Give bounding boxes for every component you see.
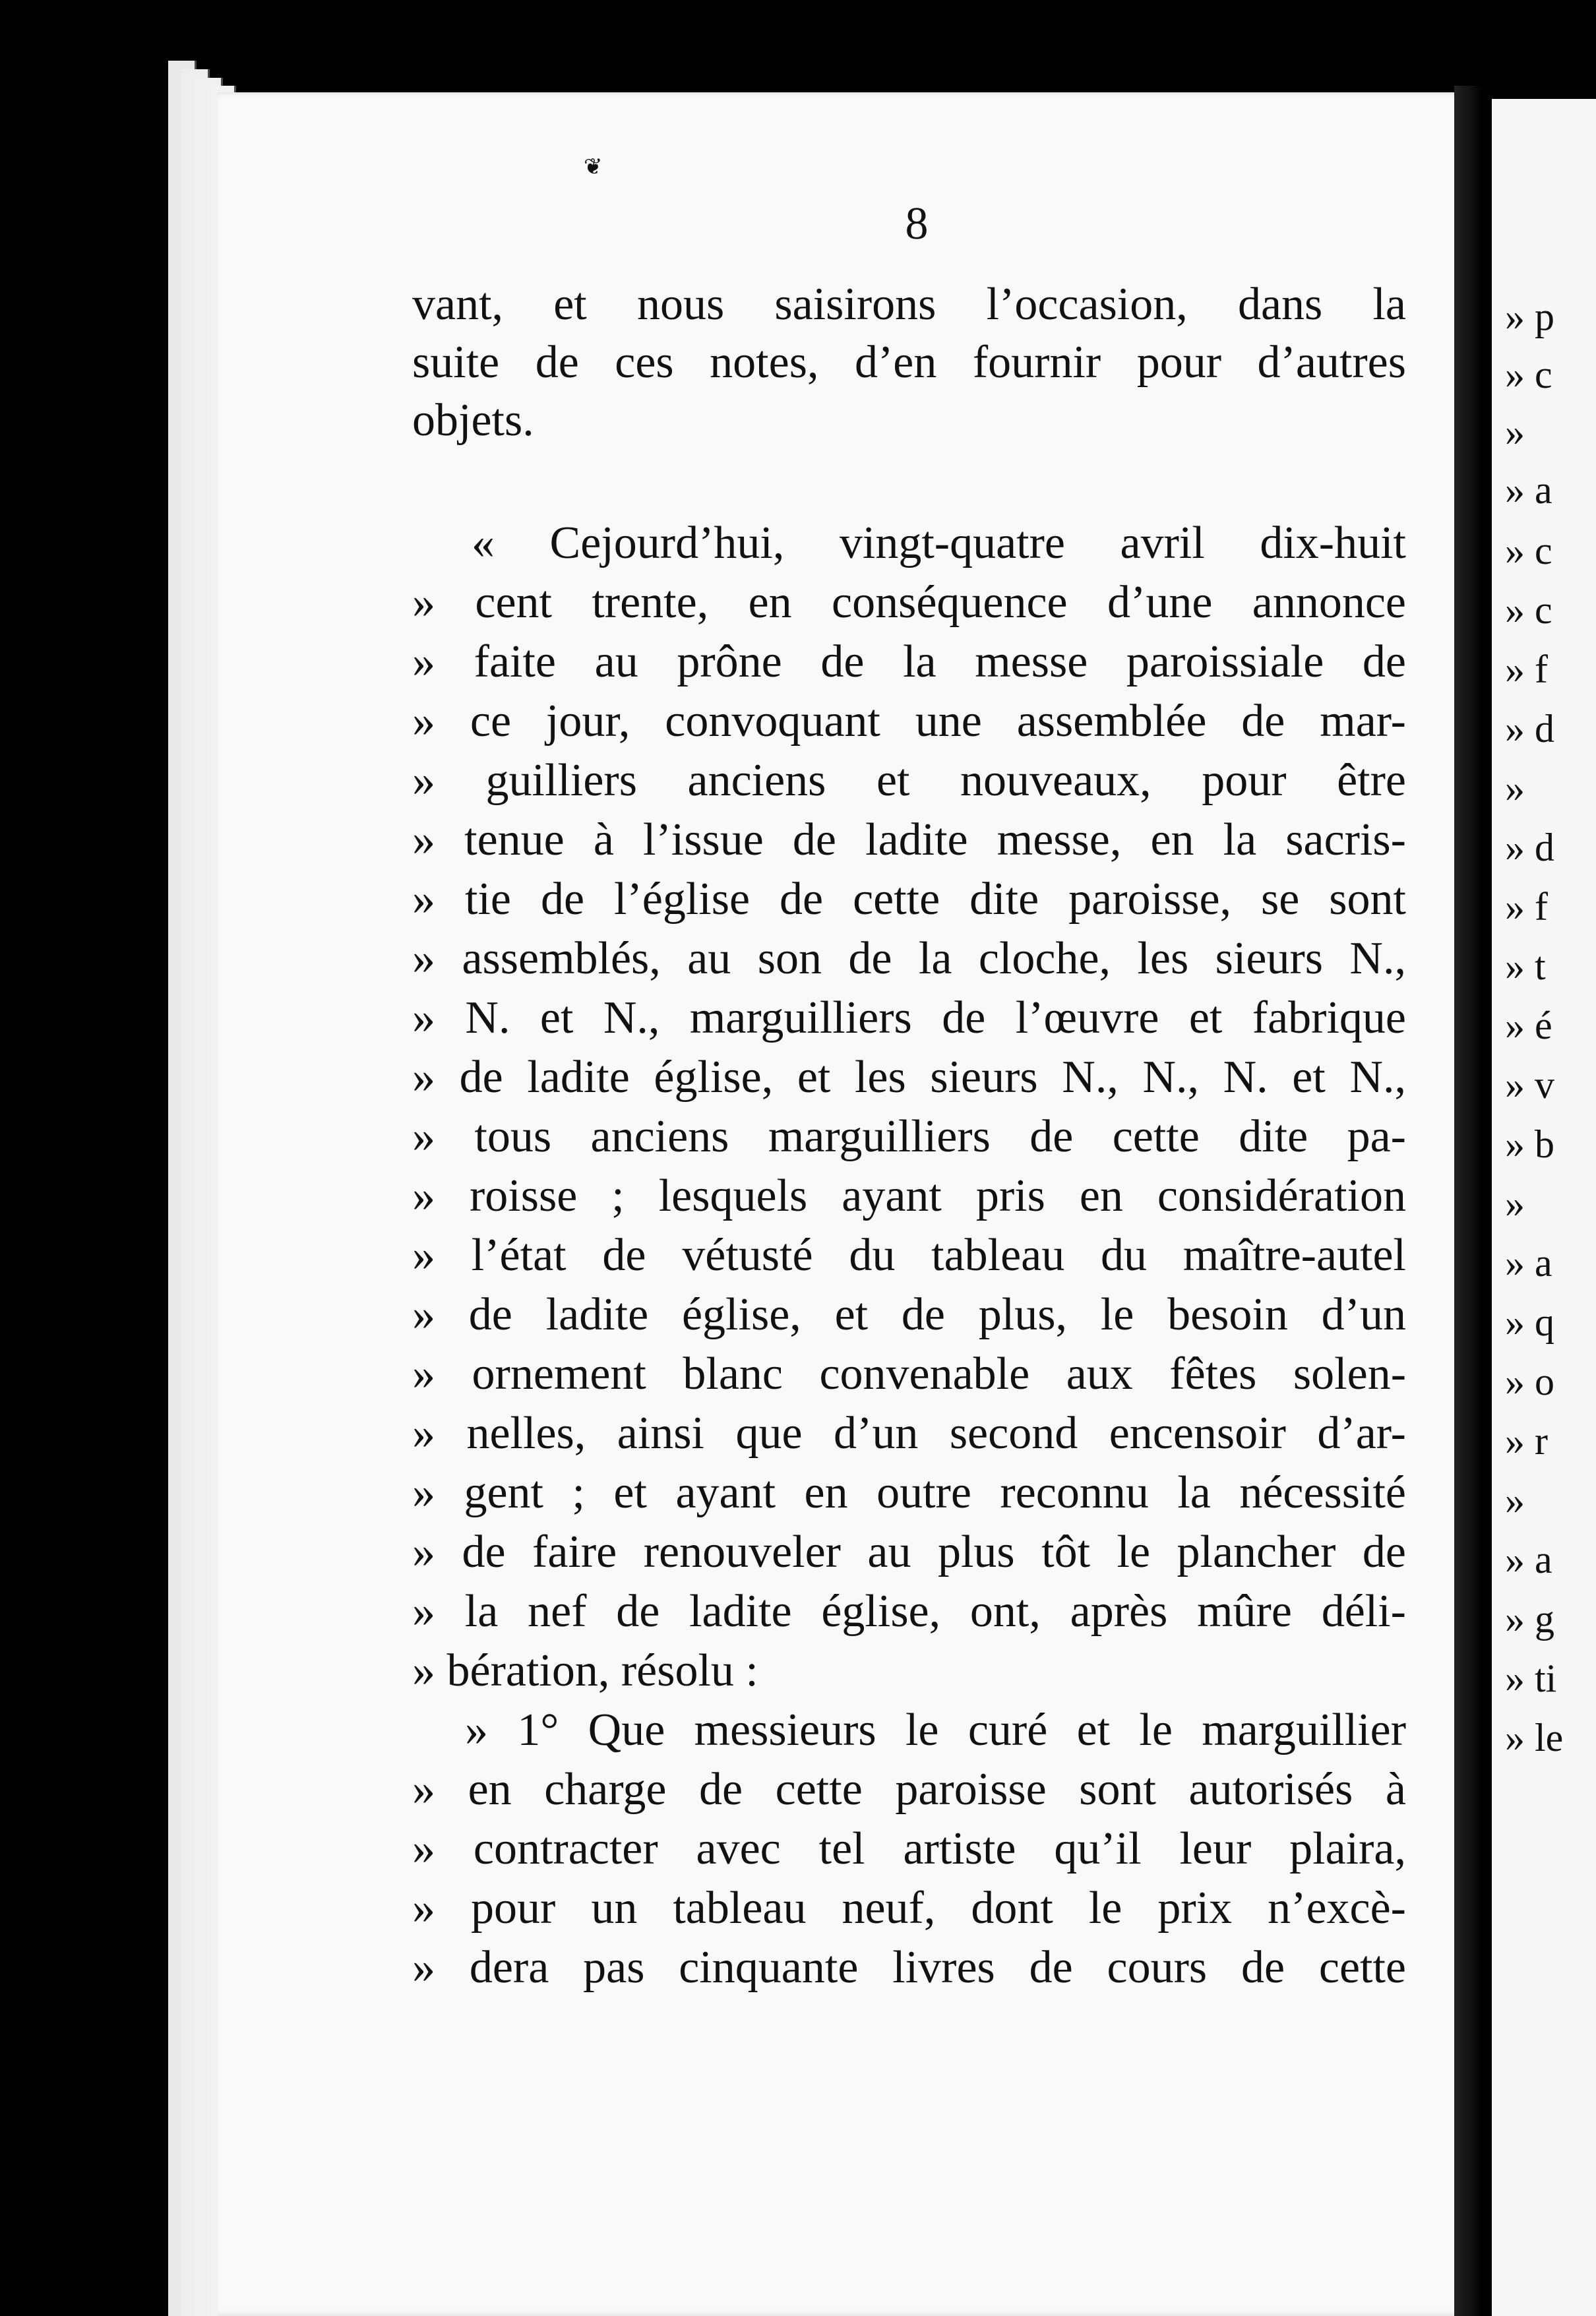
text-line: » faite au prône de la messe paroissiale de <box>412 636 1406 687</box>
right-page-line: » f <box>1505 885 1548 929</box>
right-page-line: » d <box>1505 707 1554 750</box>
right-page-line: » b <box>1505 1122 1554 1166</box>
text-line: « Cejourd’hui, vingt-quatre avril dix-huit <box>472 518 1406 568</box>
right-page-line: » a <box>1505 1241 1552 1285</box>
text-line: » l’état de vétusté du tableau du maître-autel <box>412 1230 1406 1281</box>
right-page-line: » c <box>1505 529 1552 572</box>
right-page-line: » g <box>1505 1597 1554 1641</box>
right-page-line: » ti <box>1505 1657 1557 1700</box>
text-line: objets. <box>412 395 534 446</box>
right-page-line: » v <box>1505 1063 1554 1107</box>
right-page-line: » o <box>1505 1360 1554 1403</box>
right-page-line: » a <box>1505 1538 1552 1581</box>
text-line: » ce jour, convoquant une assemblée de mar- <box>412 696 1406 747</box>
right-page-line: » c <box>1505 588 1552 632</box>
text-line: » de ladite église, et de plus, le besoin d’un <box>412 1289 1406 1340</box>
right-page-line: » é <box>1505 1004 1552 1047</box>
right-page-line: » <box>1505 766 1525 810</box>
text-line: » assemblés, au son de la cloche, les sieurs N., <box>412 933 1406 984</box>
text-line: » nelles, ainsi que d’un second encensoir d’ar- <box>412 1408 1406 1459</box>
right-page-line: » t <box>1505 944 1546 988</box>
right-page-line: » <box>1505 410 1525 454</box>
right-page-line: » f <box>1505 648 1548 691</box>
right-page-line: » <box>1505 1478 1525 1522</box>
right-page-line: » p <box>1505 295 1554 338</box>
text-line: » tenue à l’issue de ladite messe, en la sacris- <box>412 814 1406 865</box>
right-page-line: » le <box>1505 1716 1564 1759</box>
text-line: » ornement blanc convenable aux fêtes solen- <box>412 1349 1406 1399</box>
text-line: » roisse ; lesquels ayant pris en considération <box>412 1171 1406 1221</box>
text-line: » dera pas cinquante livres de cours de cette <box>412 1942 1406 1993</box>
text-line: » 1° Que messieurs le curé et le marguillier <box>465 1705 1406 1755</box>
text-line: » cent trente, en conséquence d’une annonce <box>412 577 1406 628</box>
right-page-line: » d <box>1505 826 1554 869</box>
right-page-line: » a <box>1505 468 1552 512</box>
text-line: » N. et N., marguilliers de l’œuvre et fabrique <box>412 992 1406 1043</box>
text-line: » tie de l’église de cette dite paroisse, se sont <box>412 874 1406 925</box>
text-line: » de faire renouveler au plus tôt le plancher de <box>412 1527 1406 1577</box>
text-line: » tous anciens marguilliers de cette dite pa- <box>412 1111 1406 1162</box>
ornament-icon: ❦ <box>584 154 603 180</box>
text-line: » en charge de cette paroisse sont autorisés à <box>412 1764 1406 1815</box>
right-page-line: » r <box>1505 1419 1548 1463</box>
text-line: » bération, résolu : <box>412 1645 758 1696</box>
right-page-line: » q <box>1505 1300 1554 1344</box>
text-line: » gent ; et ayant en outre reconnu la nécessité <box>412 1467 1406 1518</box>
text-line: » la nef de ladite église, ont, après mûre déli- <box>412 1586 1406 1637</box>
page-number: 8 <box>905 198 929 249</box>
text-line: suite de ces notes, d’en fournir pour d’autres <box>412 337 1406 388</box>
right-page-line: » c <box>1505 353 1552 396</box>
right-page-line: » <box>1505 1182 1525 1225</box>
text-line: vant, et nous saisirons l’occasion, dans la <box>412 279 1406 330</box>
text-line: » de ladite église, et les sieurs N., N., N. et N., <box>412 1052 1406 1103</box>
text-line: » pour un tableau neuf, dont le prix n’excè- <box>412 1883 1406 1934</box>
text-line: » contracter avec tel artiste qu’il leur plaira, <box>412 1823 1406 1874</box>
text-line: » guilliers anciens et nouveaux, pour être <box>412 755 1406 806</box>
